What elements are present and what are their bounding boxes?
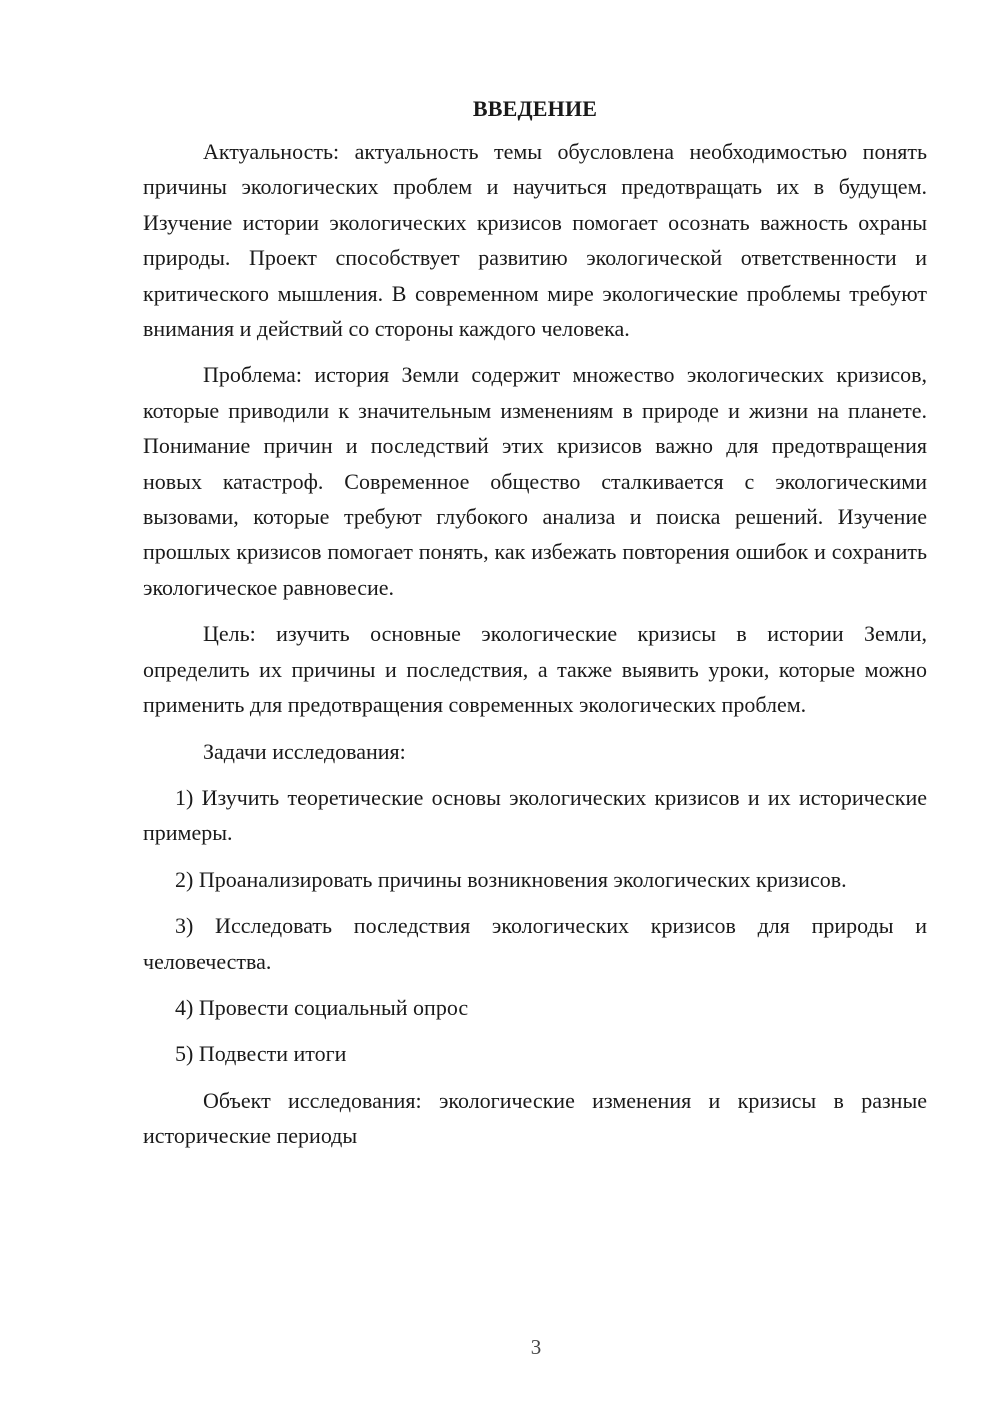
object-paragraph: Объект исследования: экологические изменения и кризисы в разные исторические периоды	[143, 1087, 927, 1149]
tasks-heading: Задачи исследования:	[203, 738, 406, 764]
task-item-4: 4) Провести социальный опрос	[175, 994, 469, 1020]
relevance-paragraph: Актуальность: актуальность темы обусловлена необходимостью понять причины экологических проблем и научиться предотвращать их в будущем. Изучение истории экологических кризисов помогает осознать важность охраны природы. Проект способствует развитию экологической ответственности и критического мышления. В современном мире экологические проблемы требуют внимания и действий со стороны каждого человека.	[143, 139, 927, 342]
task-item-5: 5) Подвести итоги	[175, 1041, 347, 1067]
page-number: 3	[530, 1335, 542, 1359]
task-item-2: 2) Проанализировать причины возникновения экологических кризисов.	[175, 866, 847, 892]
goal-paragraph: Цель: изучить основные экологические кризисы в истории Земли, определить их причины и последствия, а также выявить уроки, которые можно применить для предотвращения современных экологических проблем.	[143, 621, 927, 718]
section-heading: ВВЕДЕНИЕ	[472, 96, 598, 121]
task-item-1: 1) Изучить теоретические основы экологических кризисов и их исторические примеры.	[143, 784, 927, 846]
problem-paragraph: Проблема: история Земли содержит множество экологических кризисов, которые приводили к значительным изменениям в природе и жизни на планете. Понимание причин и последствий этих кризисов важно для предотвращения новых катастроф. Современное общество сталкивается с экологическими вызовами, которые требуют глубокого анализа и поиска решений. Изучение прошлых кризисов помогает понять, как избежать повторения ошибок и сохранить экологическое равновесие.	[143, 362, 927, 600]
page-content	[143, 94, 927, 1154]
task-item-3: 3) Исследовать последствия экологических кризисов для природы и человечества.	[143, 913, 927, 974]
